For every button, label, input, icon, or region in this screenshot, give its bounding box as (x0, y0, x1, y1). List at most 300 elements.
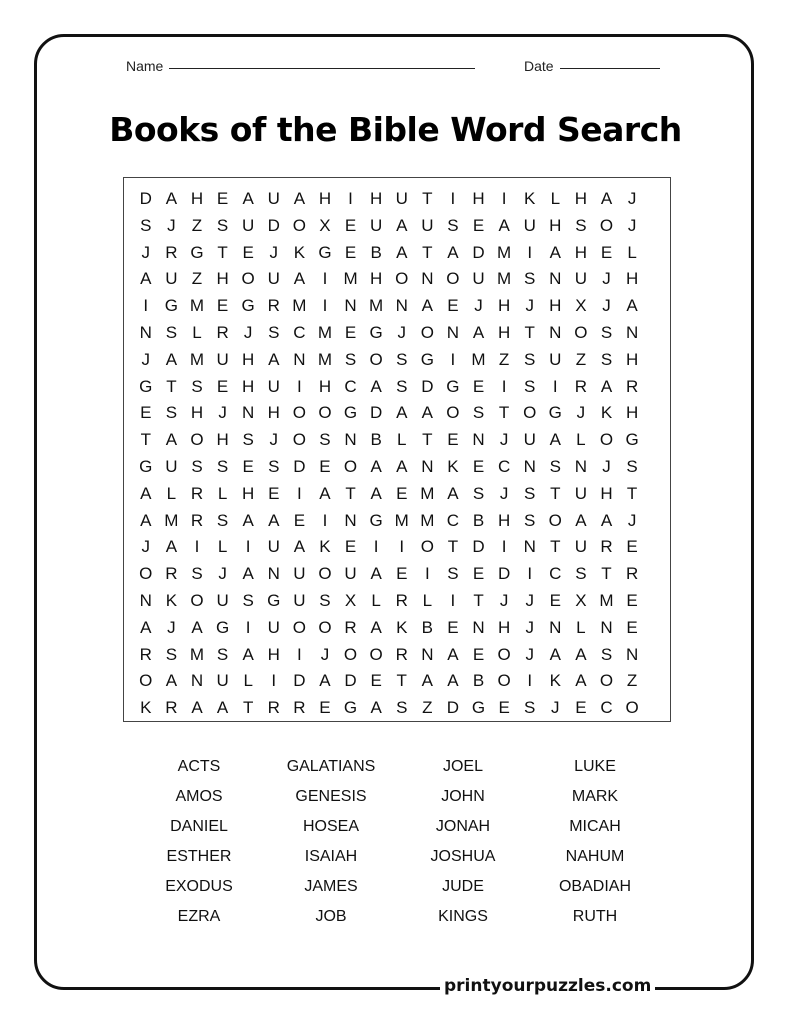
grid-letter[interactable]: L (217, 483, 228, 503)
grid-letter[interactable]: S (216, 456, 229, 476)
grid-letter[interactable]: A (242, 564, 254, 584)
grid-letter[interactable]: U (267, 617, 280, 637)
grid-letter[interactable]: I (296, 644, 302, 664)
grid-letter[interactable]: M (189, 644, 205, 664)
grid-letter[interactable]: O (318, 617, 332, 637)
grid-letter[interactable]: A (293, 537, 306, 557)
grid-letter[interactable]: S (191, 376, 203, 396)
grid-letter[interactable]: A (242, 510, 254, 530)
grid-letter[interactable]: A (472, 322, 485, 342)
grid-letter[interactable]: H (549, 215, 562, 235)
grid-letter[interactable]: T (498, 403, 510, 423)
grid-letter[interactable]: G (471, 698, 486, 718)
grid-letter[interactable]: E (472, 644, 485, 664)
grid-letter[interactable]: E (575, 698, 587, 718)
grid-letter[interactable]: N (625, 644, 639, 664)
grid-letter[interactable]: A (421, 671, 433, 691)
grid-letter[interactable]: A (165, 671, 178, 691)
date-input-line[interactable] (560, 67, 660, 69)
grid-letter[interactable]: L (576, 430, 586, 450)
grid-letter[interactable]: H (497, 617, 511, 637)
grid-letter[interactable]: G (139, 376, 153, 396)
grid-letter[interactable]: I (194, 537, 200, 557)
grid-letter[interactable]: O (497, 671, 511, 691)
grid-letter[interactable]: E (447, 296, 459, 316)
grid-letter[interactable]: J (499, 430, 509, 450)
grid-letter[interactable]: R (395, 644, 408, 664)
grid-letter[interactable]: Z (626, 671, 638, 691)
grid-letter[interactable]: L (422, 590, 433, 610)
grid-letter[interactable]: D (497, 564, 511, 584)
grid-letter[interactable]: J (218, 403, 227, 423)
grid-letter[interactable]: Z (191, 215, 203, 235)
grid-letter[interactable]: S (242, 590, 254, 610)
grid-letter[interactable]: M (164, 510, 179, 530)
grid-letter[interactable]: E (472, 456, 485, 476)
grid-letter[interactable]: L (576, 617, 586, 637)
grid-letter[interactable]: S (216, 215, 229, 235)
grid-letter[interactable]: J (525, 617, 534, 637)
grid-letter[interactable]: N (344, 510, 357, 530)
grid-letter[interactable]: G (318, 242, 332, 262)
grid-letter[interactable]: U (293, 564, 306, 584)
grid-letter[interactable]: R (216, 322, 229, 342)
grid-letter[interactable]: N (344, 296, 357, 316)
grid-letter[interactable]: I (501, 537, 507, 557)
grid-letter[interactable]: H (267, 644, 280, 664)
grid-letter[interactable]: A (140, 510, 152, 530)
grid-letter[interactable]: E (447, 617, 459, 637)
grid-letter[interactable]: J (269, 242, 279, 262)
grid-letter[interactable]: U (344, 564, 357, 584)
grid-letter[interactable]: E (216, 189, 229, 208)
grid-letter[interactable]: O (446, 403, 460, 423)
grid-letter[interactable]: N (293, 349, 306, 369)
grid-letter[interactable]: E (396, 483, 408, 503)
grid-letter[interactable]: A (396, 242, 408, 262)
grid-letter[interactable]: I (450, 349, 456, 369)
grid-letter[interactable]: J (576, 403, 586, 423)
grid-letter[interactable]: N (421, 456, 434, 476)
grid-letter[interactable]: T (140, 430, 151, 450)
grid-letter[interactable]: A (140, 269, 152, 289)
grid-letter[interactable]: K (165, 590, 178, 610)
grid-letter[interactable]: C (600, 698, 613, 718)
grid-letter[interactable]: A (396, 456, 408, 476)
grid-letter[interactable]: A (396, 403, 408, 423)
grid-letter[interactable]: J (525, 644, 534, 664)
grid-letter[interactable]: M (420, 483, 435, 503)
grid-letter[interactable]: L (192, 322, 202, 342)
grid-letter[interactable]: A (370, 456, 382, 476)
grid-letter[interactable]: I (527, 242, 533, 262)
grid-letter[interactable]: H (497, 322, 511, 342)
grid-letter[interactable]: R (190, 483, 204, 503)
grid-letter[interactable]: D (293, 671, 306, 691)
grid-letter[interactable]: A (191, 617, 203, 637)
grid-letter[interactable]: A (268, 510, 280, 530)
grid-letter[interactable]: R (165, 698, 178, 718)
grid-letter[interactable]: D (421, 376, 434, 396)
grid-letter[interactable]: A (165, 189, 178, 208)
grid-letter[interactable]: J (167, 215, 176, 235)
grid-letter[interactable]: G (343, 403, 358, 423)
grid-letter[interactable]: I (271, 671, 277, 691)
grid-letter[interactable]: E (344, 322, 357, 342)
grid-letter[interactable]: U (523, 430, 536, 450)
grid-letter[interactable]: S (165, 403, 178, 423)
grid-letter[interactable]: E (396, 564, 408, 584)
grid-letter[interactable]: J (602, 269, 611, 289)
grid-letter[interactable]: U (165, 456, 178, 476)
grid-letter[interactable]: I (373, 537, 379, 557)
grid-letter[interactable]: J (499, 483, 509, 503)
grid-letter[interactable]: O (318, 564, 332, 584)
grid-letter[interactable]: I (527, 671, 533, 691)
grid-letter[interactable]: T (524, 322, 535, 342)
grid-letter[interactable]: X (344, 590, 357, 610)
grid-letter[interactable]: E (498, 698, 510, 718)
grid-letter[interactable]: O (292, 617, 306, 637)
grid-letter[interactable]: B (370, 430, 382, 450)
grid-letter[interactable]: N (242, 403, 255, 423)
grid-letter[interactable]: M (420, 510, 435, 530)
grid-letter[interactable]: T (217, 242, 228, 262)
grid-letter[interactable]: E (472, 564, 485, 584)
grid-letter[interactable]: E (344, 537, 357, 557)
grid-letter[interactable]: H (242, 349, 255, 369)
grid-letter[interactable]: N (574, 456, 588, 476)
grid-letter[interactable]: U (267, 537, 280, 557)
grid-letter[interactable]: A (165, 537, 178, 557)
grid-letter[interactable]: D (344, 671, 357, 691)
grid-letter[interactable]: U (549, 349, 562, 369)
grid-letter[interactable]: I (501, 376, 507, 396)
grid-letter[interactable]: O (420, 537, 434, 557)
grid-letter[interactable]: A (242, 644, 254, 664)
grid-letter[interactable]: S (191, 456, 203, 476)
grid-letter[interactable]: S (191, 564, 203, 584)
grid-letter[interactable]: O (599, 671, 614, 691)
grid-letter[interactable]: C (497, 456, 511, 476)
grid-letter[interactable]: A (626, 296, 638, 316)
grid-letter[interactable]: E (216, 376, 229, 396)
grid-letter[interactable]: I (527, 564, 533, 584)
grid-letter[interactable]: O (139, 564, 153, 584)
grid-letter[interactable]: E (472, 215, 485, 235)
grid-letter[interactable]: S (575, 215, 587, 235)
grid-letter[interactable]: B (421, 617, 433, 637)
grid-letter[interactable]: C (344, 376, 357, 396)
grid-letter[interactable]: U (472, 269, 485, 289)
grid-letter[interactable]: M (471, 349, 486, 369)
grid-letter[interactable]: J (474, 296, 483, 316)
grid-letter[interactable]: L (166, 483, 177, 503)
grid-letter[interactable]: S (626, 456, 638, 476)
grid-letter[interactable]: U (242, 215, 255, 235)
grid-letter[interactable]: A (549, 430, 561, 450)
grid-letter[interactable]: M (317, 349, 333, 369)
grid-letter[interactable]: H (216, 269, 229, 289)
grid-letter[interactable]: N (421, 269, 434, 289)
grid-letter[interactable]: N (549, 269, 562, 289)
grid-letter[interactable]: K (140, 698, 152, 718)
grid-letter[interactable]: I (245, 617, 251, 637)
grid-letter[interactable]: J (602, 296, 611, 316)
grid-letter[interactable]: H (318, 376, 332, 396)
grid-letter[interactable]: A (319, 483, 331, 503)
grid-letter[interactable]: O (139, 671, 153, 691)
grid-letter[interactable]: I (450, 189, 456, 208)
grid-letter[interactable]: S (600, 644, 613, 664)
grid-letter[interactable]: K (600, 403, 613, 423)
grid-letter[interactable]: D (472, 242, 485, 262)
grid-letter[interactable]: X (575, 296, 587, 316)
grid-letter[interactable]: A (498, 215, 510, 235)
grid-letter[interactable]: M (189, 296, 205, 316)
grid-letter[interactable]: H (370, 269, 383, 289)
grid-letter[interactable]: S (524, 349, 536, 369)
grid-letter[interactable]: N (472, 430, 485, 450)
grid-letter[interactable]: I (450, 590, 456, 610)
grid-letter[interactable]: O (599, 215, 614, 235)
grid-letter[interactable]: N (523, 537, 536, 557)
grid-letter[interactable]: X (575, 590, 587, 610)
grid-letter[interactable]: H (600, 483, 613, 503)
grid-letter[interactable]: A (191, 698, 203, 718)
grid-letter[interactable]: E (268, 483, 280, 503)
grid-letter[interactable]: N (421, 644, 434, 664)
grid-letter[interactable]: A (575, 510, 587, 530)
grid-letter[interactable]: O (446, 269, 460, 289)
grid-letter[interactable]: I (143, 296, 149, 316)
grid-letter[interactable]: U (574, 537, 588, 557)
grid-letter[interactable]: U (574, 483, 588, 503)
grid-letter[interactable]: A (421, 296, 433, 316)
grid-letter[interactable]: H (242, 376, 255, 396)
grid-letter[interactable]: I (322, 296, 328, 316)
grid-letter[interactable]: D (370, 403, 383, 423)
grid-letter[interactable]: S (549, 456, 561, 476)
grid-letter[interactable]: A (268, 349, 280, 369)
grid-letter[interactable]: S (396, 376, 408, 396)
grid-letter[interactable]: S (242, 430, 254, 450)
grid-letter[interactable]: G (548, 403, 562, 423)
grid-letter[interactable]: S (600, 322, 613, 342)
grid-letter[interactable]: N (600, 617, 613, 637)
grid-letter[interactable]: S (447, 215, 459, 235)
grid-letter[interactable]: E (293, 510, 306, 530)
grid-letter[interactable]: S (165, 644, 178, 664)
grid-letter[interactable]: O (625, 698, 639, 718)
grid-letter[interactable]: U (165, 269, 178, 289)
grid-letter[interactable]: G (164, 296, 178, 316)
grid-letter[interactable]: R (600, 537, 613, 557)
grid-letter[interactable]: U (216, 590, 229, 610)
grid-letter[interactable]: J (499, 590, 509, 610)
grid-letter[interactable]: J (397, 322, 406, 342)
grid-letter[interactable]: A (600, 189, 613, 208)
grid-letter[interactable]: S (396, 349, 408, 369)
grid-letter[interactable]: R (625, 376, 639, 396)
grid-letter[interactable]: G (267, 590, 281, 610)
grid-letter[interactable]: I (245, 537, 251, 557)
grid-letter[interactable]: T (242, 698, 254, 718)
grid-letter[interactable]: G (139, 456, 153, 476)
grid-letter[interactable]: O (599, 430, 614, 450)
grid-letter[interactable]: A (447, 483, 459, 503)
grid-letter[interactable]: R (190, 510, 204, 530)
grid-letter[interactable]: T (422, 242, 433, 262)
grid-letter[interactable]: N (549, 322, 562, 342)
grid-letter[interactable]: J (602, 456, 611, 476)
grid-letter[interactable]: G (215, 617, 230, 637)
grid-letter[interactable]: S (319, 430, 331, 450)
grid-letter[interactable]: S (472, 403, 485, 423)
grid-letter[interactable]: T (550, 537, 561, 557)
grid-letter[interactable]: S (344, 349, 357, 369)
grid-letter[interactable]: H (190, 189, 204, 208)
grid-letter[interactable]: S (216, 510, 229, 530)
grid-letter[interactable]: R (165, 242, 178, 262)
grid-letter[interactable]: T (473, 590, 484, 610)
grid-letter[interactable]: E (344, 242, 357, 262)
grid-letter[interactable]: M (189, 349, 205, 369)
grid-letter[interactable]: N (549, 617, 562, 637)
grid-letter[interactable]: L (397, 430, 407, 450)
grid-letter[interactable]: L (627, 242, 637, 262)
grid-letter[interactable]: J (627, 215, 637, 235)
grid-letter[interactable]: A (370, 564, 382, 584)
name-input-line[interactable] (169, 67, 475, 69)
grid-letter[interactable]: U (267, 269, 280, 289)
grid-letter[interactable]: H (625, 269, 639, 289)
grid-letter[interactable]: R (344, 617, 357, 637)
grid-letter[interactable]: S (447, 564, 459, 584)
grid-letter[interactable]: U (523, 215, 536, 235)
grid-letter[interactable]: B (370, 242, 382, 262)
grid-letter[interactable]: O (548, 510, 562, 530)
grid-letter[interactable]: J (141, 349, 151, 369)
grid-letter[interactable]: Z (191, 269, 203, 289)
grid-letter[interactable]: G (625, 430, 639, 450)
grid-letter[interactable]: T (396, 671, 407, 691)
grid-letter[interactable]: O (395, 269, 409, 289)
grid-letter[interactable]: O (318, 403, 332, 423)
grid-letter[interactable]: E (242, 242, 254, 262)
grid-letter[interactable]: I (501, 189, 507, 208)
grid-letter[interactable]: A (549, 242, 561, 262)
grid-letter[interactable]: I (322, 269, 328, 289)
grid-letter[interactable]: A (140, 483, 152, 503)
grid-letter[interactable]: R (574, 376, 588, 396)
grid-letter[interactable]: E (626, 590, 638, 610)
grid-letter[interactable]: U (370, 215, 383, 235)
grid-letter[interactable]: D (139, 189, 152, 208)
grid-letter[interactable]: O (420, 322, 434, 342)
grid-letter[interactable]: O (369, 644, 383, 664)
grid-letter[interactable]: K (447, 456, 459, 476)
grid-letter[interactable]: S (319, 590, 331, 610)
grid-letter[interactable]: A (370, 617, 382, 637)
grid-letter[interactable]: E (242, 456, 254, 476)
grid-letter[interactable]: D (446, 698, 460, 718)
grid-letter[interactable]: O (523, 403, 537, 423)
grid-letter[interactable]: A (370, 483, 382, 503)
grid-letter[interactable]: A (293, 269, 306, 289)
grid-letter[interactable]: K (396, 617, 408, 637)
grid-letter[interactable]: J (525, 296, 534, 316)
grid-letter[interactable]: B (472, 510, 485, 530)
grid-letter[interactable]: A (140, 617, 152, 637)
grid-letter[interactable]: Z (422, 698, 433, 718)
grid-letter[interactable]: U (216, 671, 229, 691)
grid-letter[interactable]: E (344, 215, 357, 235)
grid-letter[interactable]: A (370, 376, 382, 396)
grid-letter[interactable]: T (422, 189, 433, 208)
grid-letter[interactable]: M (343, 269, 358, 289)
grid-letter[interactable]: I (424, 564, 430, 584)
grid-letter[interactable]: U (267, 376, 280, 396)
grid-letter[interactable]: U (267, 189, 280, 208)
grid-letter[interactable]: K (293, 242, 306, 262)
grid-letter[interactable]: S (524, 269, 536, 289)
grid-letter[interactable]: K (524, 189, 536, 208)
grid-letter[interactable]: A (600, 376, 613, 396)
grid-letter[interactable]: N (190, 671, 204, 691)
grid-letter[interactable]: A (293, 189, 306, 208)
grid-letter[interactable]: G (241, 296, 255, 316)
grid-letter[interactable]: O (190, 590, 204, 610)
grid-letter[interactable]: I (322, 510, 328, 530)
grid-letter[interactable]: O (343, 456, 358, 476)
grid-letter[interactable]: N (472, 617, 485, 637)
grid-letter[interactable]: R (139, 644, 152, 664)
grid-letter[interactable]: N (446, 322, 460, 342)
grid-letter[interactable]: L (550, 189, 561, 208)
grid-letter[interactable]: L (217, 537, 228, 557)
grid-letter[interactable]: A (319, 671, 331, 691)
grid-letter[interactable]: L (243, 671, 253, 691)
grid-letter[interactable]: G (369, 322, 383, 342)
grid-letter[interactable]: E (447, 430, 459, 450)
grid-letter[interactable]: H (574, 189, 588, 208)
grid-letter[interactable]: A (600, 510, 613, 530)
grid-letter[interactable]: H (216, 430, 229, 450)
grid-letter[interactable]: S (472, 483, 485, 503)
grid-letter[interactable]: U (395, 189, 408, 208)
grid-letter[interactable]: O (497, 644, 511, 664)
grid-letter[interactable]: G (420, 349, 434, 369)
grid-letter[interactable]: I (348, 189, 353, 208)
grid-letter[interactable]: S (524, 698, 536, 718)
grid-letter[interactable]: J (243, 322, 253, 342)
grid-letter[interactable]: N (523, 456, 536, 476)
grid-letter[interactable]: A (242, 189, 254, 208)
grid-letter[interactable]: R (395, 590, 408, 610)
grid-letter[interactable]: A (396, 215, 408, 235)
grid-letter[interactable]: S (268, 322, 280, 342)
grid-letter[interactable]: C (446, 510, 460, 530)
grid-letter[interactable]: E (370, 671, 382, 691)
grid-letter[interactable]: T (550, 483, 561, 503)
grid-letter[interactable]: G (369, 510, 383, 530)
grid-letter[interactable]: J (141, 537, 151, 557)
grid-letter[interactable]: A (165, 430, 178, 450)
grid-letter[interactable]: A (447, 644, 459, 664)
grid-letter[interactable]: J (167, 617, 176, 637)
grid-letter[interactable]: R (165, 564, 178, 584)
